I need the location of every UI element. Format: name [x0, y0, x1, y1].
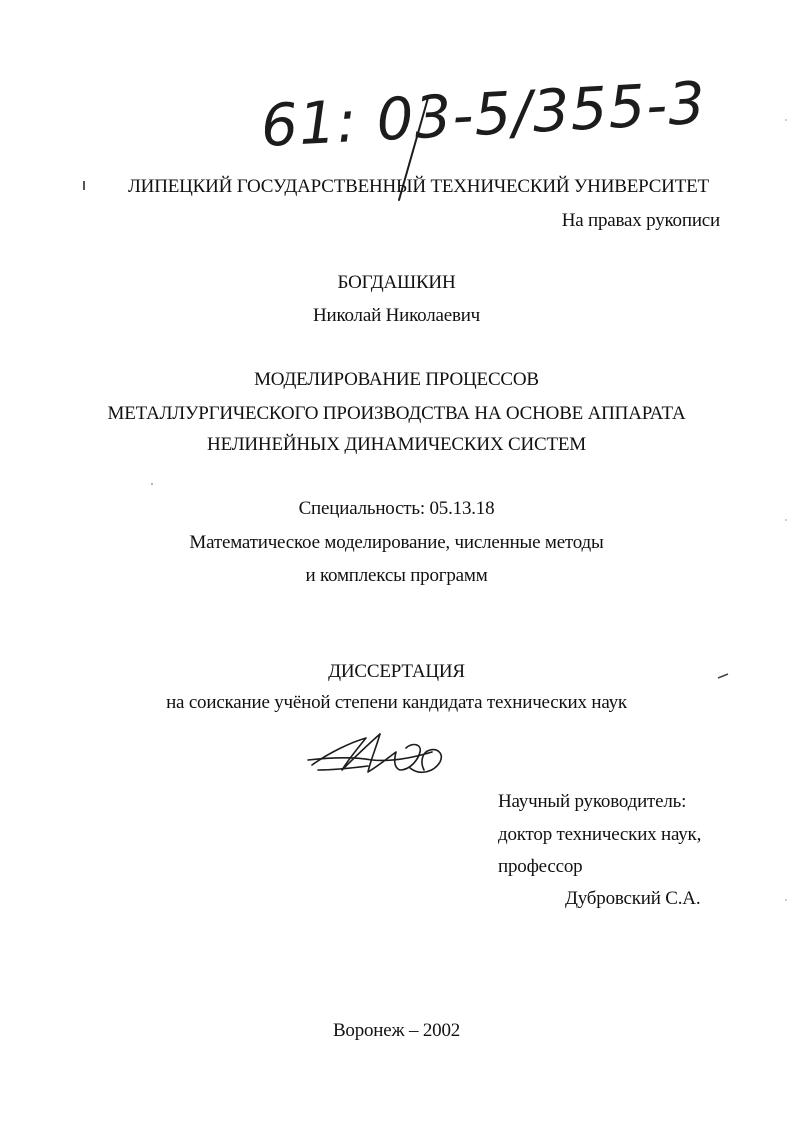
title-line: НЕЛИНЕЙНЫХ ДИНАМИЧЕСКИХ СИСТЕМ — [207, 434, 586, 455]
supervisor-rank: профессор — [498, 856, 583, 877]
place-year: Воронеж – 2002 — [332, 1020, 461, 1041]
author-surname: БОГДАШКИН — [337, 272, 456, 293]
author-given-names: Николай Николаевич — [312, 305, 481, 326]
supervisor-name: Дубровский С.А. — [565, 888, 701, 909]
university-name: ЛИПЕЦКИЙ ГОСУДАРСТВЕННЫЙ ТЕХНИЧЕСКИЙ УНИВЕРСИТЕТ — [128, 176, 709, 197]
archive-code-handwritten: 61: 03-5/355-3 — [259, 68, 708, 160]
supervisor-degree: доктор технических наук, — [498, 824, 702, 845]
title-line: МЕТАЛЛУРГИЧЕСКОГО ПРОИЗВОДСТВА НА ОСНОВЕ АППАРАТА — [107, 403, 686, 424]
specialty-code: Специальность: 05.13.18 — [298, 498, 495, 519]
specialty-name: Математическое моделирование, численные методы — [189, 532, 604, 553]
supervisor-label: Научный руководитель: — [498, 791, 687, 812]
document-type: ДИССЕРТАЦИЯ — [328, 661, 465, 682]
title-line: МОДЕЛИРОВАНИЕ ПРОЦЕССОВ — [254, 369, 539, 390]
specialty-name-continued: и комплексы программ — [305, 565, 488, 586]
signature-icon — [308, 734, 441, 772]
degree-line: на соискание учёной степени кандидата технических наук — [166, 692, 627, 713]
rights-note: На правах рукописи — [561, 210, 720, 231]
